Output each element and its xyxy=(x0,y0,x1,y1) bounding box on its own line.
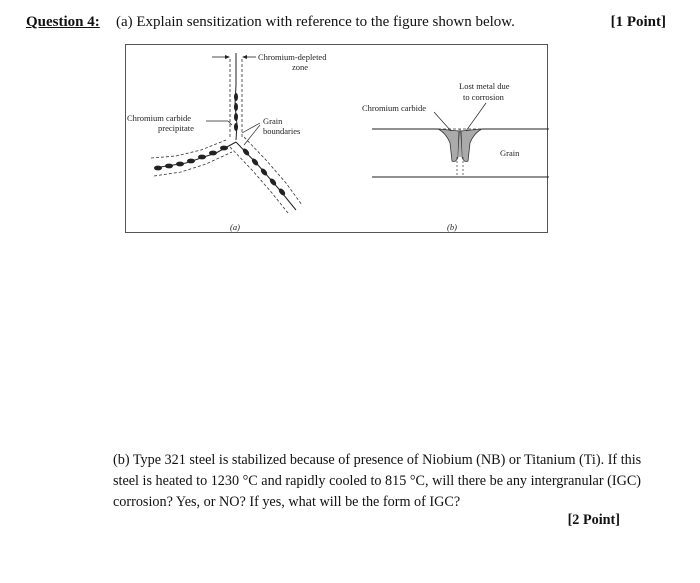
depleted-zone-left-lower xyxy=(154,152,232,176)
corroded-groove-right xyxy=(461,129,482,162)
label-depleted-zone-2: zone xyxy=(292,62,309,72)
label-grain-b: Grain xyxy=(500,148,520,158)
caption-a: (a) xyxy=(230,222,240,232)
corroded-groove-left xyxy=(438,129,459,162)
sensitization-figure xyxy=(125,44,548,233)
question-header xyxy=(26,14,676,36)
part-b-points: [2 Point] xyxy=(567,512,620,528)
label-lost-metal-2: to corrosion xyxy=(463,92,504,102)
label-chromium-carbide-b: Chromium carbide xyxy=(362,103,426,113)
figure-drawing xyxy=(126,45,549,234)
question-number: Question 4: xyxy=(26,14,100,30)
label-depleted-zone-1: Chromium-depleted xyxy=(258,52,327,62)
question-part-a: (a) Explain sensitization with reference to the figure shown below. xyxy=(116,14,515,30)
label-grain-boundaries-1: Grain xyxy=(263,116,283,126)
depleted-zone-right-upper xyxy=(244,137,302,205)
label-grain-boundaries-2: boundaries xyxy=(263,126,301,136)
depleted-zone-right-lower xyxy=(230,147,288,213)
depleted-zone-left-upper xyxy=(151,140,226,158)
carbide-blobs-right xyxy=(242,147,287,196)
caption-b: (b) xyxy=(447,222,457,232)
label-carbide-precipitate-1: Chromium carbide xyxy=(127,113,191,123)
panel-a xyxy=(127,52,327,232)
part-a-points: [1 Point] xyxy=(610,14,666,30)
label-carbide-precipitate-2: precipitate xyxy=(158,123,194,133)
question-part-b: (b) Type 321 steel is stabilized because of presence of Niobium (NB) or Titanium (Ti). If this steel is heated to 1230 °C and rapidly cooled to 815 °C, will there be any intergranular (IGC) corrosion? Yes, or NO? If yes, what will be the form of IGC? xyxy=(113,452,642,510)
panel-b xyxy=(362,81,549,232)
label-lost-metal-1: Lost metal due xyxy=(459,81,510,91)
